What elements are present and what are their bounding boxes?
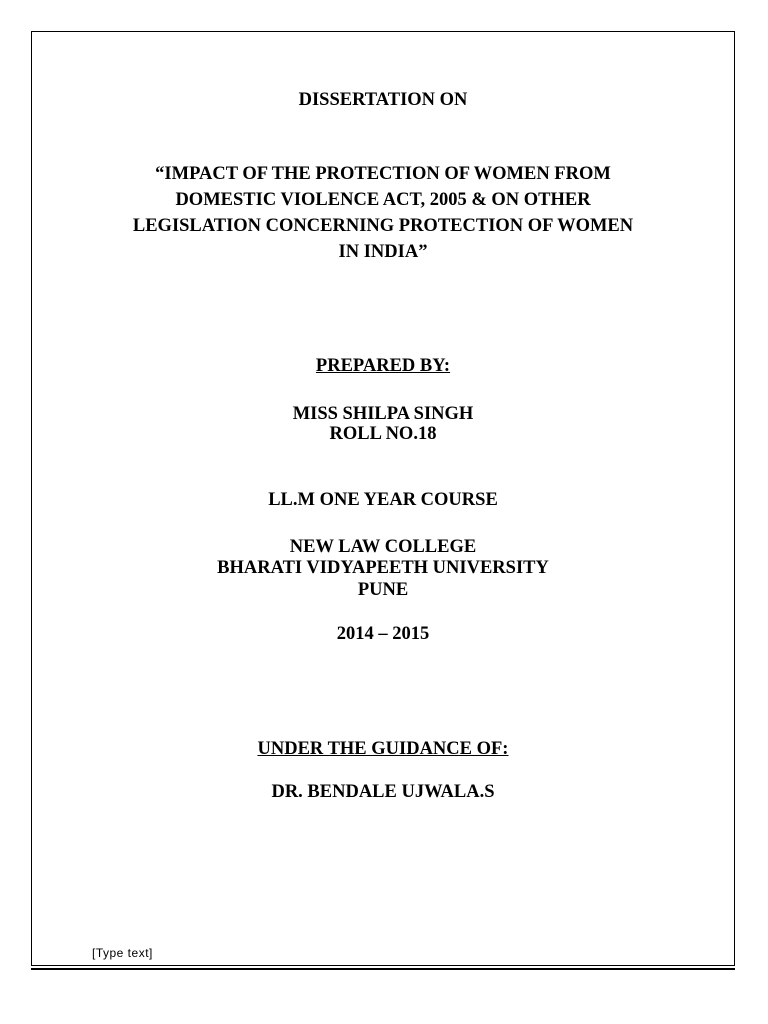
footer-rule-thick [31, 968, 735, 970]
guide-name: DR. BENDALE UJWALA.S [271, 782, 495, 802]
title-line-2: DOMESTIC VIOLENCE ACT, 2005 & ON OTHER [175, 190, 591, 210]
academic-year: 2014 – 2015 [336, 624, 430, 644]
prepared-by-label: PREPARED BY: [315, 356, 451, 376]
title-line-1: “IMPACT OF THE PROTECTION OF WOMEN FROM [155, 164, 611, 184]
course-name: LL.M ONE YEAR COURSE [268, 490, 498, 510]
student-name: MISS SHILPA SINGH [292, 404, 474, 424]
footer-rule-thin [31, 965, 735, 966]
university-name: BHARATI VIDYAPEETH UNIVERSITY [217, 558, 549, 578]
college-name: NEW LAW COLLEGE [289, 537, 477, 557]
title-line-3: LEGISLATION CONCERNING PROTECTION OF WOMEN [132, 216, 634, 236]
dissertation-heading: DISSERTATION ON [298, 90, 468, 110]
guidance-label: UNDER THE GUIDANCE OF: [257, 739, 509, 759]
title-line-4: IN INDIA” [338, 242, 428, 262]
city-name: PUNE [357, 580, 409, 600]
roll-number: ROLL NO.18 [329, 424, 437, 444]
footer-placeholder-text[interactable]: [Type text] [92, 946, 153, 960]
